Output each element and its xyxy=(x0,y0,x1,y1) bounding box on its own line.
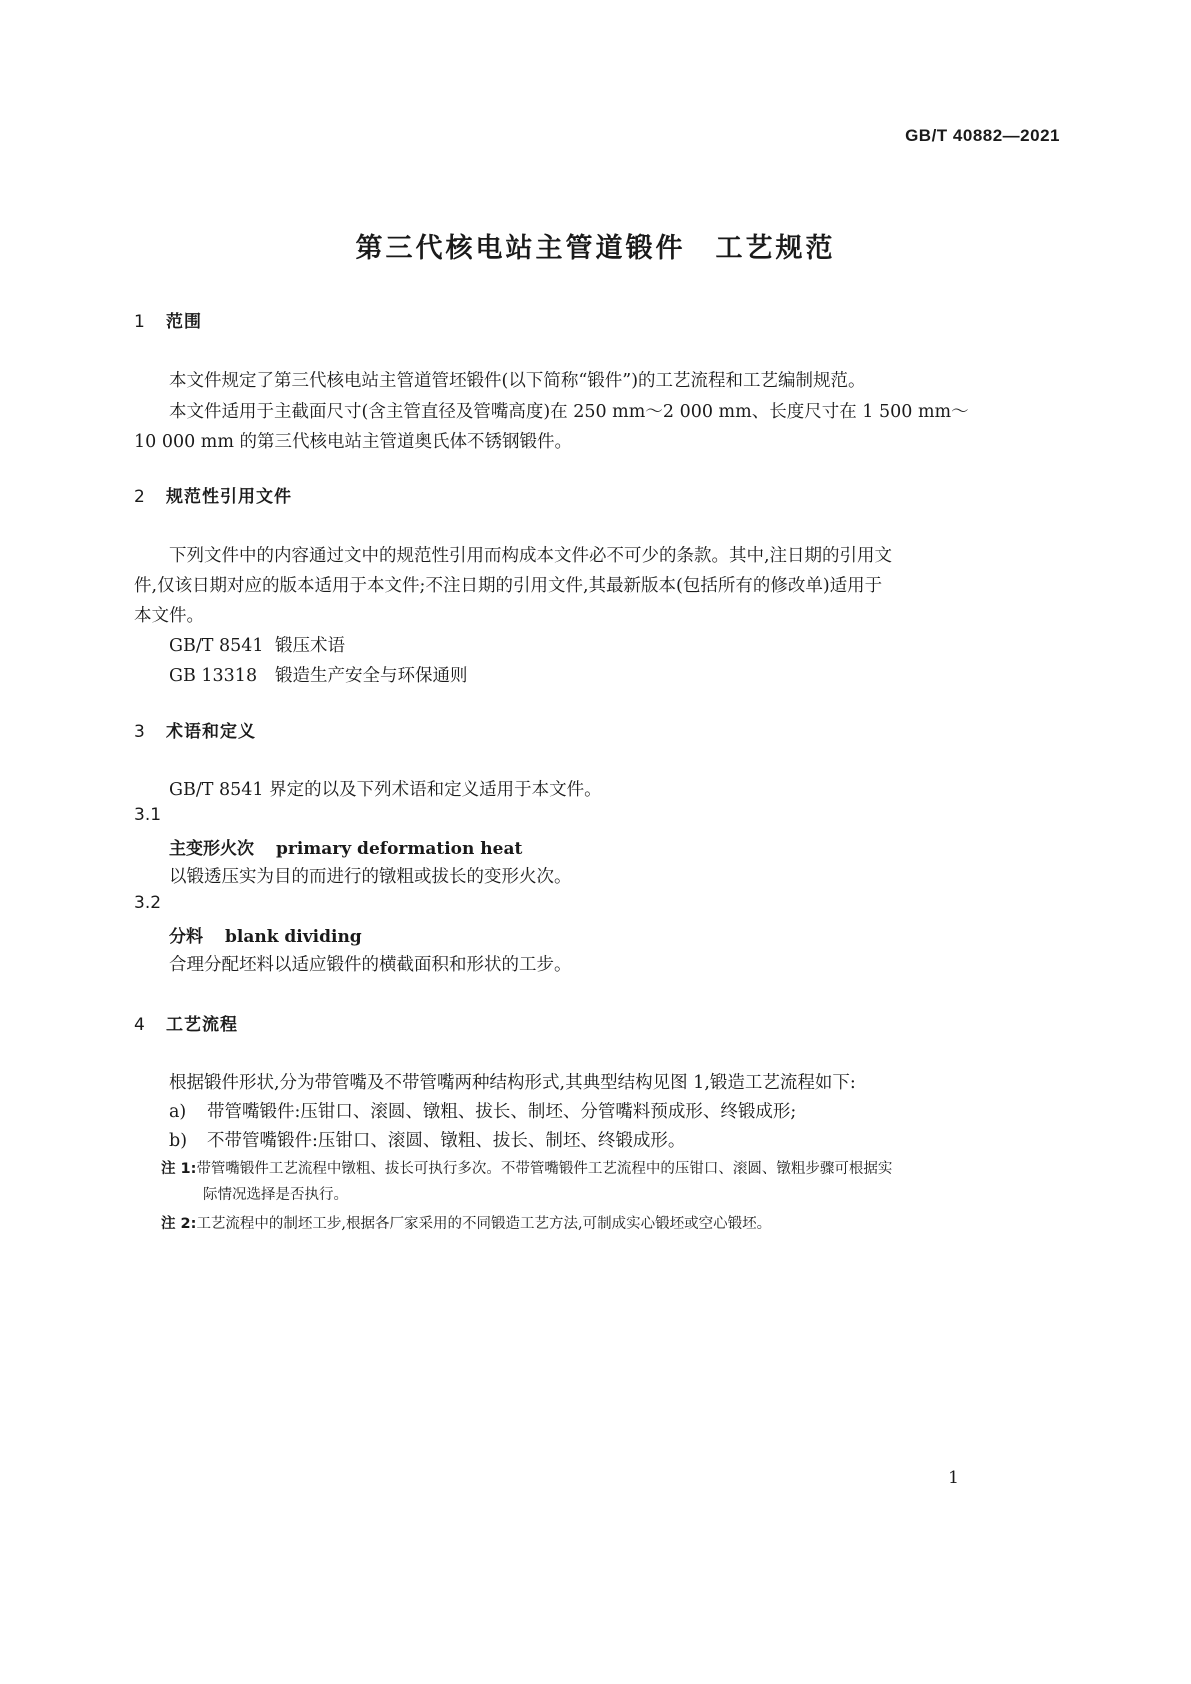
normative-reference xyxy=(169,632,345,657)
document-title: 第三代核电站主管道锻件 工艺规范 xyxy=(355,233,836,264)
normative-reference xyxy=(169,662,468,687)
reference-code: GB/T 8541 xyxy=(169,636,264,656)
term-number: 3.2 xyxy=(134,893,162,913)
note-text: 工艺流程中的制坯工步,根据各厂家采用的不同锻造工艺方法,可制成实心锻坯或空心锻坯。 xyxy=(196,1216,772,1232)
paragraph: 下列文件中的内容通过文中的规范性引用而构成本文件必不可少的条款。其中,注日期的引用文 xyxy=(169,546,893,566)
list-text: 带管嘴锻件:压钳口、滚圆、镦粗、拔长、制坯、分管嘴料预成形、终锻成形; xyxy=(207,1102,797,1122)
term-heading xyxy=(169,834,522,859)
list-label: a) xyxy=(169,1102,187,1122)
section-title: 工艺流程 xyxy=(166,1015,238,1035)
section-heading-2 xyxy=(134,482,292,507)
list-item xyxy=(169,1098,796,1123)
term-zh: 主变形火次 xyxy=(169,839,254,859)
paragraph: GB/T 8541 界定的以及下列术语和定义适用于本文件。 xyxy=(169,780,602,800)
section-heading-4 xyxy=(134,1010,238,1035)
paragraph-continuation: 10 000 mm 的第三代核电站主管道奥氏体不锈钢锻件。 xyxy=(134,432,573,452)
section-number: 4 xyxy=(134,1015,146,1035)
paragraph-continuation: 本文件。 xyxy=(134,606,204,626)
reference-code: GB 13318 xyxy=(169,666,258,686)
reference-name: 锻造生产安全与环保通则 xyxy=(275,666,468,686)
term-definition: 合理分配坯料以适应锻件的横截面积和形状的工步。 xyxy=(169,955,572,975)
paragraph-continuation: 件,仅该日期对应的版本适用于本文件;不注日期的引用文件,其最新版本(包括所有的修改单)适用于 xyxy=(134,576,883,596)
paragraph: 本文件规定了第三代核电站主管道管坯锻件(以下简称“锻件”)的工艺流程和工艺编制规范。 xyxy=(169,371,866,391)
term-en: blank dividing xyxy=(225,927,362,947)
section-number: 3 xyxy=(134,722,146,742)
section-number: 2 xyxy=(134,487,146,507)
note-label: 注 2: xyxy=(161,1216,197,1232)
term-en: primary deformation heat xyxy=(276,839,523,859)
page-number: 1 xyxy=(948,1468,959,1488)
note-label: 注 1: xyxy=(161,1161,197,1177)
list-text: 不带管嘴锻件:压钳口、滚圆、镦粗、拔长、制坯、终锻成形。 xyxy=(207,1131,686,1151)
note-text: 带管嘴锻件工艺流程中镦粗、拔长可执行多次。不带管嘴锻件工艺流程中的压钳口、滚圆、镦粗步骤可根据实 xyxy=(196,1161,893,1177)
reference-name: 锻压术语 xyxy=(275,636,345,656)
paragraph: 本文件适用于主截面尺寸(含主管直径及管嘴高度)在 250 mm～2 000 mm、长度尺寸在 1 500 mm～ xyxy=(169,402,969,422)
section-title: 范围 xyxy=(166,312,202,332)
term-zh: 分料 xyxy=(169,927,203,947)
list-label: b) xyxy=(169,1131,188,1151)
list-item xyxy=(169,1127,685,1152)
section-heading-1 xyxy=(134,307,202,332)
document-code: GB/T 40882—2021 xyxy=(905,126,1060,145)
term-heading xyxy=(169,922,362,947)
section-number: 1 xyxy=(134,312,146,332)
note-2 xyxy=(161,1211,1051,1237)
note-text-continued: 际情况选择是否执行。 xyxy=(203,1187,348,1203)
paragraph: 根据锻件形状,分为带管嘴及不带管嘴两种结构形式,其典型结构见图 1,锻造工艺流程如下: xyxy=(169,1073,856,1093)
note-1 xyxy=(161,1156,1051,1208)
section-title: 规范性引用文件 xyxy=(166,487,292,507)
term-number: 3.1 xyxy=(134,805,162,825)
section-heading-3 xyxy=(134,717,256,742)
section-title: 术语和定义 xyxy=(166,722,256,742)
term-definition: 以锻透压实为目的而进行的镦粗或拔长的变形火次。 xyxy=(169,867,572,887)
